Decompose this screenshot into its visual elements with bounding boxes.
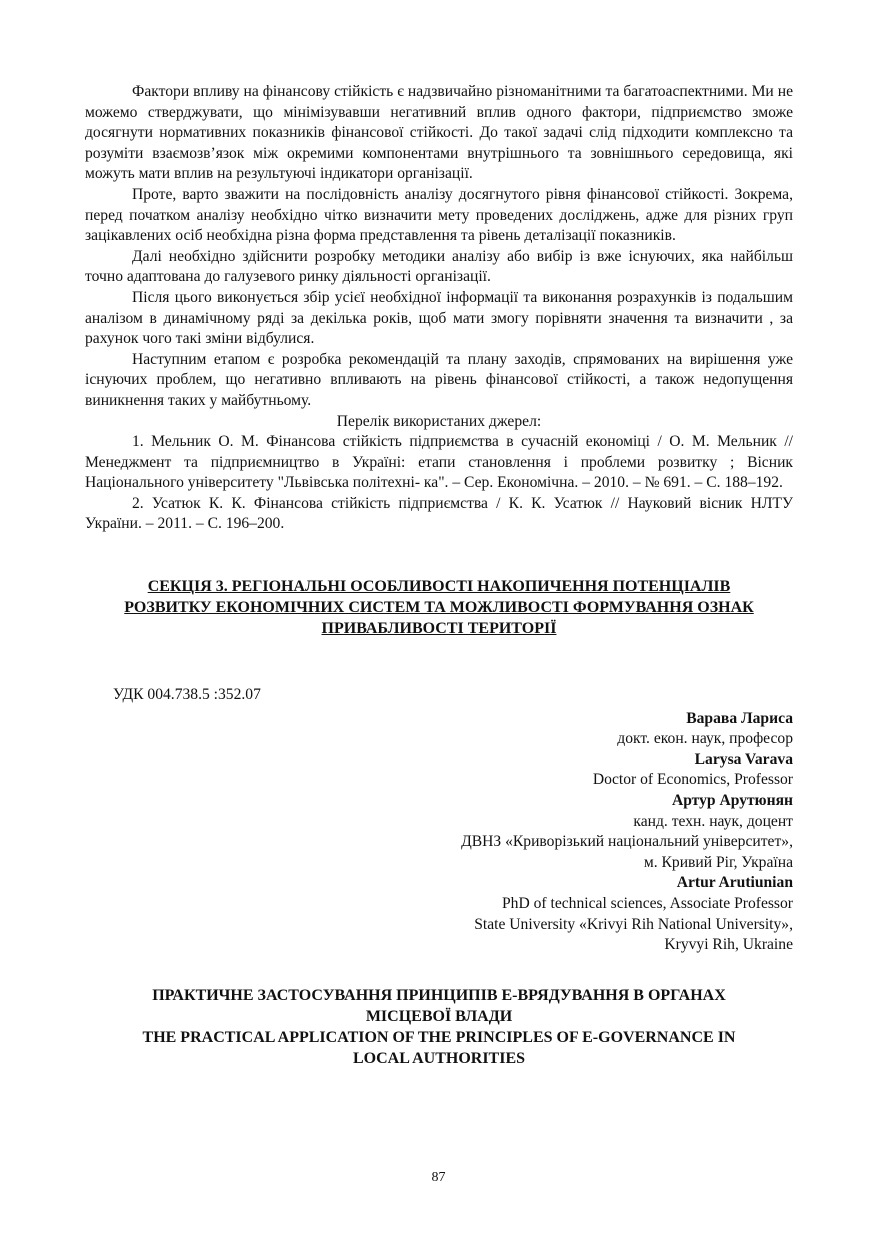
- author-affiliation: ДВНЗ «Криворізький національний університет»,: [461, 833, 793, 851]
- udk-code: УДК 004.738.5 :352.07: [113, 686, 261, 704]
- body-paragraph: Проте, варто зважити на послідовність аналізу досягнутого рівня фінансової стійкості. Зокрема, перед початком аналізу необхідно чітко визначити мету проведених досліджень, адже для різних груп зацікавлених осіб необхідна різна форма представлення та рівень деталізації показників.: [85, 185, 793, 245]
- page-number: 87: [431, 1170, 446, 1185]
- references-heading: Перелік використаних джерел:: [336, 412, 542, 430]
- author-name: Larysa Varava: [694, 750, 793, 768]
- document-page: [85, 82, 793, 1069]
- author-block: [85, 709, 793, 956]
- reference-item: 1. Мельник О. М. Фінансова стійкість підприємства в сучасній економіці / О. М. Мельник // Менеджмент та підприємництво в Україні: етапи становлення і проблеми розвитку ; Вісник Національного університету "Львівська політехні- ка". – Сер. Економічна. – 2010. – № 691. – С. 188–192.: [85, 433, 793, 492]
- author-location: м. Кривий Ріг, Україна: [643, 853, 793, 871]
- author-details: Doctor of Economics, Professor: [592, 771, 793, 789]
- article-title-line: THE PRACTICAL APPLICATION OF THE PRINCIPLES OF E-GOVERNANCE IN: [142, 1028, 736, 1046]
- author-name: Артур Арутюнян: [671, 792, 793, 810]
- article-title-line: ПРАКТИЧНЕ ЗАСТОСУВАННЯ ПРИНЦИПІВ Е-ВРЯДУВАННЯ В ОРГАНАХ: [152, 986, 726, 1004]
- article-title: [85, 985, 793, 1069]
- author-details: докт. екон. наук, професор: [617, 730, 793, 748]
- author-name: Artur Arutiunian: [676, 874, 793, 892]
- author-name: Варава Лариса: [686, 709, 793, 727]
- author-location: Kryvyi Rih, Ukraine: [664, 936, 793, 954]
- section-heading-line: СЕКЦІЯ 3. РЕГІОНАЛЬНІ ОСОБЛИВОСТІ НАКОПИЧЕННЯ ПОТЕНЦІАЛІВ: [147, 578, 731, 596]
- author-affiliation: State University «Krivyi Rih National University»,: [474, 915, 793, 933]
- body-paragraph: Наступним етапом є розробка рекомендацій та плану заходів, спрямованих на вирішення уже існуючих проблем, що негативно впливають на рівень фінансової стійкості, а також недопущення виникнення таких у майбутньому.: [85, 350, 793, 409]
- reference-item: 2. Усатюк К. К. Фінансова стійкість підприємства / К. К. Усатюк // Науковий вісник НЛТУ України. – 2011. – С. 196–200.: [85, 494, 793, 533]
- article-title-line: МІСЦЕВОЇ ВЛАДИ: [365, 1007, 513, 1025]
- body-paragraph: Фактори впливу на фінансову стійкість є надзвичайно різноманітними та багатоаспектними. Ми не можемо стверджувати, що мінімізувавши негативний вплив одного фактори, підприємство зможе досягнути нормативних показників фінансової стійкості. До такої задачі слід підходити комплексно та розуміти взаємозв’язок між окремими компонентами внутрішнього та зовнішнього середовища, які можуть мати вплив на результуючі індикатори організації.: [85, 83, 793, 183]
- section-heading-line: РОЗВИТКУ ЕКОНОМІЧНИХ СИСТЕМ ТА МОЖЛИВОСТІ ФОРМУВАННЯ ОЗНАК: [124, 599, 754, 617]
- section-heading: [85, 576, 793, 639]
- section-heading-line: ПРИВАБЛИВОСТІ ТЕРИТОРІЇ: [321, 620, 557, 638]
- article-title-line: LOCAL AUTHORITIES: [352, 1049, 526, 1067]
- body-paragraph: Після цього виконується збір усієї необхідної інформації та виконання розрахунків із подальшим аналізом в динамічному ряді за декілька років, щоб мати змогу порівняти значення та визначити , за рахунок чого такі зміни відбулися.: [85, 288, 793, 348]
- body-paragraph: Далі необхідно здійснити розробку методики аналізу або вибір із вже існуючих, яка найбільш точно адаптована до галузевого ринку діяльності організації.: [85, 247, 793, 286]
- author-details: канд. техн. наук, доцент: [633, 812, 793, 830]
- author-details: PhD of technical sciences, Associate Professor: [501, 895, 793, 912]
